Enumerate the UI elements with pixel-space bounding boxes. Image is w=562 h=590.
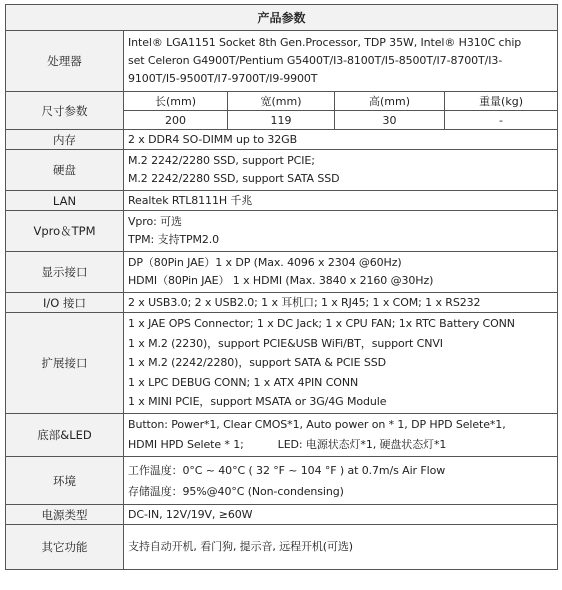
storage-line: M.2 2242/2280 SSD, support SATA SSD [128, 172, 340, 185]
size-value-width: 119 [228, 111, 335, 130]
environment-line: 存储温度：95%@40°C (Non-condensing) [128, 484, 344, 498]
row-io [6, 293, 558, 313]
value-power [124, 505, 558, 525]
bottom-led-line: Button: Power*1, Clear CMOS*1, Auto power on * 1, DP HPD Selete*1, [128, 418, 506, 431]
size-value-height: 30 [335, 111, 445, 130]
row-memory [6, 130, 558, 150]
label-bottom-led: 底部&LED [6, 414, 124, 457]
lan-line: Realtek RTL8111H 千兆 [128, 193, 253, 207]
row-size-headers [6, 92, 558, 111]
value-bottom-led [124, 414, 558, 457]
label-other: 其它功能 [6, 525, 124, 570]
value-io [124, 293, 558, 313]
label-power: 电源类型 [6, 505, 124, 525]
environment-line: 工作温度：0°C ~ 40°C ( 32 °F ~ 104 °F ) at 0.7m/s Air Flow [128, 463, 446, 477]
row-vpro [6, 211, 558, 252]
label-expansion: 扩展接口 [6, 313, 124, 414]
row-other [6, 525, 558, 570]
size-header-weight: 重量(kg) [445, 92, 558, 111]
label-environment: 环境 [6, 457, 124, 505]
label-io: I/O 接口 [6, 293, 124, 313]
row-storage [6, 150, 558, 191]
spec-table [5, 4, 558, 570]
size-header-width: 宽(mm) [228, 92, 335, 111]
other-line: 支持自动开机, 看门狗, 提示音, 远程开机(可选) [128, 540, 353, 553]
row-display [6, 252, 558, 293]
label-vpro: Vpro＆TPM [6, 211, 124, 252]
label-memory: 内存 [6, 130, 124, 150]
vpro-line: Vpro: 可选 [128, 215, 182, 228]
table-title: 产品参数 [6, 5, 558, 31]
expansion-line: 1 x M.2 (2242/2280)，support SATA & PCIE SSD [128, 356, 386, 370]
size-header-height: 高(mm) [335, 92, 445, 111]
memory-line: 2 x DDR4 SO-DIMM up to 32GB [128, 132, 298, 146]
display-line: DP（80Pin JAE）1 x DP (Max. 4096 x 2304 @60Hz) [128, 256, 402, 269]
expansion-line: 1 x LPC DEBUG CONN; 1 x ATX 4PIN CONN [128, 375, 359, 389]
expansion-line: 1 x MINI PCIE，support MSATA or 3G/4G Module [128, 395, 387, 409]
label-cpu: 处理器 [6, 31, 124, 92]
label-lan: LAN [6, 191, 124, 211]
row-expansion [6, 313, 558, 414]
label-storage: 硬盘 [6, 150, 124, 191]
value-storage [124, 150, 558, 191]
value-environment [124, 457, 558, 505]
row-cpu [6, 31, 558, 92]
cpu-line: set Celeron G4900T/Pentium G5400T/I3-8100T/I5-8500T/I7-8700T/I3- [128, 54, 503, 67]
display-line: HDMI（80Pin JAE） 1 x HDMI (Max. 3840 x 2160 @30Hz) [128, 274, 434, 287]
value-expansion [124, 313, 558, 414]
row-power [6, 505, 558, 525]
row-environment [6, 457, 558, 505]
value-lan [124, 191, 558, 211]
io-line: 2 x USB3.0; 2 x USB2.0; 1 x 耳机口; 1 x RJ45; 1 x COM; 1 x RS232 [128, 295, 481, 309]
value-display [124, 252, 558, 293]
value-memory [124, 130, 558, 150]
expansion-line: 1 x JAE OPS Connector; 1 x DC Jack; 1 x CPU FAN; 1x RTC Battery CONN [128, 317, 515, 331]
label-size: 尺寸参数 [6, 92, 124, 130]
value-other [124, 525, 558, 570]
row-lan [6, 191, 558, 211]
row-bottom-led [6, 414, 558, 457]
value-cpu [124, 31, 558, 92]
size-value-weight: - [445, 111, 558, 130]
cpu-line: 9100T/I5-9500T/I7-9700T/I9-9900T [128, 72, 318, 85]
vpro-line: TPM: 支持TPM2.0 [128, 233, 220, 246]
power-line: DC-IN, 12V/19V, ≥60W [128, 507, 253, 521]
storage-line: M.2 2242/2280 SSD, support PCIE; [128, 154, 315, 167]
size-value-length: 200 [124, 111, 228, 130]
label-display: 显示接口 [6, 252, 124, 293]
bottom-led-line: HDMI HPD Selete * 1; LED: 电源状态灯*1, 硬盘状态灯*1 [128, 438, 447, 451]
cpu-line: Intel® LGA1151 Socket 8th Gen.Processor, TDP 35W, Intel® H310C chip [128, 36, 522, 49]
size-header-length: 长(mm) [124, 92, 228, 111]
title-row [6, 5, 558, 31]
value-vpro [124, 211, 558, 252]
expansion-line: 1 x M.2 (2230)，support PCIE&USB WiFi/BT，support CNVI [128, 336, 443, 350]
